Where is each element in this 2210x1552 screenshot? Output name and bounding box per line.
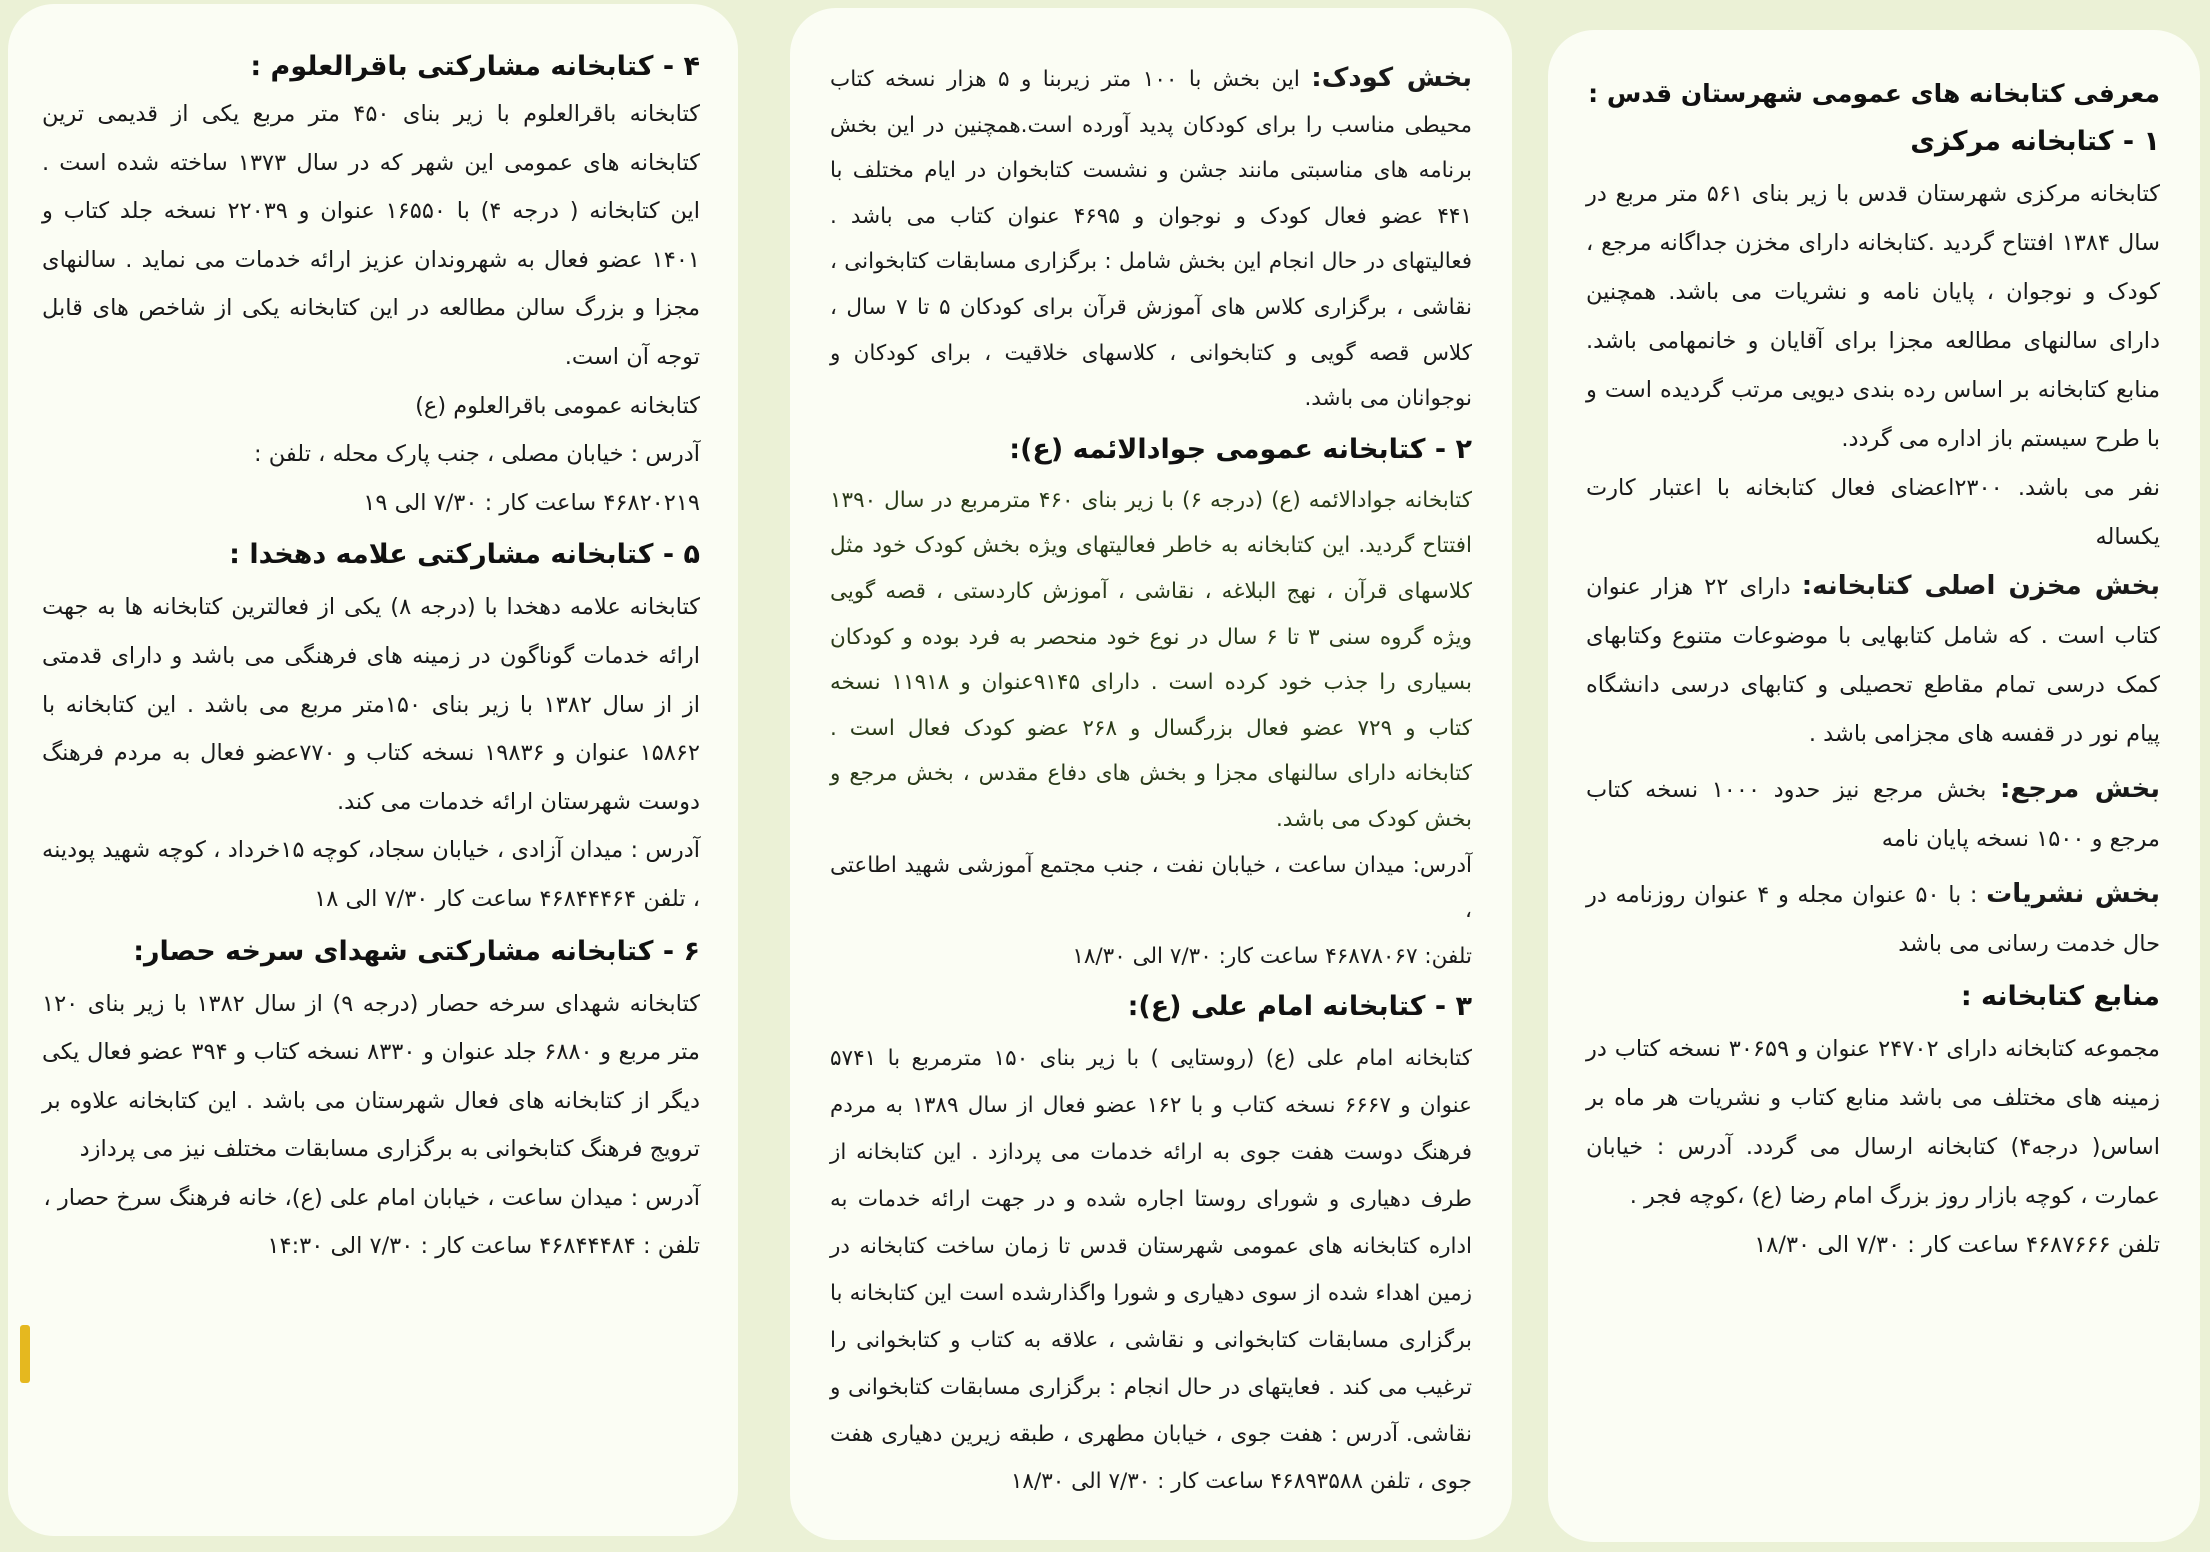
sorkhe-hesar-library-body: کتابخانه شهدای سرخه حصار (درجه ۹) از سال ۱۳۸۲ با زیر بنای ۱۲۰ متر مربع و ۶۸۸۰ جلد عنوان و ۸۳۳۰ نسخه کتاب و ۳۹۴ عضو فعال یکی دیگر از کتابخانه های فعال شهرستان می باشد . این کتابخانه علاوه بر ترویج فرهنگ کتابخوانی به برگزاری مسابقات مختلف نیز می پردازد [42,990,700,1163]
yellow-edge-mark [20,1325,30,1383]
baqir-library-contact: ۴۶۸۲۰۲۱۹ ساعت کار : ۷/۳۰ الی ۱۹ [363,489,700,516]
reference-body: بخش مرجع نیز حدود ۱۰۰۰ نسخه کتاب مرجع و ۱۵۰۰ نسخه پایان نامه [1586,777,2160,852]
imam-ali-library-body: کتابخانه امام علی (ع) (روستایی ) با زیر بنای ۱۵۰ مترمربع با ۵۷۴۱ عنوان و ۶۶۶۷ نسخه کتاب و با ۱۶۲ عضو فعال از سال ۱۳۸۹ به مردم فرهنگ دوست هفت جوی به ارائه خدمات می پردازد . این کتابخانه از طرف دهیاری و شورای روستا اجاره شده و در جهت ارائه خدمات به اداره کتابخانه های عمومی شهرستان قدس تا زمان ساخت کتابخانه در زمین اهداء شده از سوی دهیاری و شورا واگذارشده است این کتابخانه با برگزاری مسابقات کتابخوانی و نقاشی ، علاقه به کتاب و کتابخوانی را ترغیب می کند . فعایتهای در حال انجام : برگزاری مسابقات کتابخوانی و نقاشی. آدرس : هفت جوی ، خیابان مطهری ، طبقه زیرین دهیاری هفت جوی ، تلفن ۴۶۸۹۳۵۸۸ ساعت کار : ۷/۳۰ الی ۱۸/۳۰ [830,1046,1472,1495]
reference-section [1586,765,2160,864]
resources-body: مجموعه کتابخانه دارای ۲۴۷۰۲ عنوان و ۳۰۶۵۹ نسخه کتاب در زمینه های مختلف می باشد منابع کتاب و نشریات هر ماه بر اساس( درجه۴) کتابخانه ارسال می گردد. آدرس : خیابان عمارت ، کوچه بازار روز بزرگ امام رضا (ع) ،کوچه فجر . [1586,1036,2160,1209]
dehkhoda-library-body: کتابخانه علامه دهخدا با (درجه ۸) یکی از فعالترین کتابخانه ها به جهت ارائه خدمات گوناگون در زمینه های فرهنگی می باشد و دارای قدمتی از از سال ۱۳۸۲ با زیر بنای ۱۵۰متر مربع می باشد . این کتابخانه با ۱۵۸۶۲ عنوان و ۱۹۸۳۶ نسخه کتاب و ۷۷۰عضو فعال به مردم فرهنگ دوست شهرستان ارائه خدمات می کند. [42,594,701,815]
sorkhe-hesar-library-address: آدرس : میدان ساعت ، خیابان امام علی (ع)، خانه فرهنگ سرخ حصار ، [43,1184,700,1211]
central-library-body: کتابخانه مرکزی شهرستان قدس با زیر بنای ۵۶۱ متر مربع در سال ۱۳۸۴ افتتاح گردید .کتابخانه دارای مخزن جداگانه مرجع ، کودک و نوجوان ، پایان نامه و نشریات می باشد. همچنین دارای سالنهای مطالعه مجزا برای آقایان و خانمهامی باشد. منابع کتابخانه بر اساس رده بندی دیویی مرتب گردیده است و با طرح سیستم باز اداره می گردد. [1586,181,2160,452]
right-panel [1548,30,2200,1542]
dehkhoda-library-heading: ۵ - کتابخانه مشارکتی علامه دهخدا : [229,539,700,571]
baqir-library-body: کتابخانه باقرالعلوم با زیر بنای ۴۵۰ متر مربع یکی از قدیمی ترین کتابخانه های عمومی این شهر که در سال ۱۳۷۳ ساخته شده است . این کتابخانه ( درجه ۴) با ۱۶۵۵۰ عنوان و ۲۲۰۳۹ نسخه جلد کتاب و ۱۴۰۱ عضو فعال به شهروندان عزیز ارائه خدمات می نماید . سالنهای مجزا و بزرگ سالن مطالعه در این کتابخانه یکی از شاخص های قابل توجه آن است. [42,101,701,370]
main-repository-body: دارای ۲۲ هزار عنوان کتاب است . که شامل کتابهایی با موضوعات متنوع وکتابهای کمک درسی تمام مقاطع تحصیلی و کتابهای درسی دانشگاه پیام نور در قفسه های مجزامی باشد . [1586,574,2160,747]
resources-contact: تلفن ۴۶۸۷۶۶۶ ساعت کار : ۷/۳۰ الی ۱۸/۳۰ [1754,1232,2160,1258]
baqir-library-heading: ۴ - کتابخانه مشارکتی باقرالعلوم : [250,51,700,82]
javad-library-heading: ۲ - کتابخانه عمومی جوادالائمه (ع): [1009,433,1472,465]
children-label: بخش کودک: [1311,63,1472,93]
imam-ali-library-heading: ۳ - کتابخانه امام علی (ع): [1127,991,1472,1023]
periodicals-body: : با ۵۰ عنوان مجله و ۴ عنوان روزنامه در حال خدمت رسانی می باشد [1586,882,2160,957]
children-section [830,56,1472,422]
middle-panel [790,8,1512,1540]
main-repository-label: بخش مخزن اصلی کتابخانه: [1801,571,2160,601]
periodicals-section [1586,870,2160,969]
reference-label: بخش مرجع: [2000,774,2160,804]
main-repository-section [1586,562,2160,759]
children-body: این بخش با ۱۰۰ متر زیربنا و ۵ هزار نسخه کتاب محیطی مناسب را برای کودکان پدید آورده است.همچنین در این بخش برنامه های مناسبتی مانند جشن و نشست کتابخوان در ایام مختلف با ۴۴۱ عضو فعال کودک و نوجوان و ۴۶۹۵ عنوان کتاب می باشد . فعالیتهای در حال انجام این بخش شامل : برگزاری مسابقات کتابخوانی ، نقاشی ، برگزاری کلاس های آموزش قرآن برای کودکان ۵ تا ۷ سال ، کلاس قصه گویی و کتابخوانی ، کلاسهای خلاقیت ، برای کودکان و نوجوانان می باشد. [830,67,1473,412]
sorkhe-hesar-library-contact: تلفن : ۴۶۸۴۴۴۸۴ ساعت کار : ۷/۳۰ الی ۱۴:۳۰ [267,1233,700,1260]
left-panel [8,4,738,1536]
resources-heading: منابع کتابخانه : [1960,981,2160,1012]
dehkhoda-library-address: آدرس : میدان آزادی ، خیابان سجاد، کوچه ۱۵خرداد ، کوچه شهید پودینه ، تلفن ۴۶۸۴۴۴۶۴ ساعت کار ۷/۳۰ الی ۱۸ [42,837,700,912]
central-library-heading: ۱ - کتابخانه مرکزی [1910,126,2160,157]
javad-library-address: آدرس: میدان ساعت ، خیابان نفت ، جنب مجتمع آموزشی شهید اطاعتی ، [830,852,1472,924]
baqir-library-name: کتابخانه عمومی باقرالعلوم (ع) [415,392,700,419]
javad-library-contact: تلفن: ۴۶۸۷۸۰۶۷ ساعت کار: ۷/۳۰ الی ۱۸/۳۰ [1072,943,1472,969]
javad-library-body: کتابخانه جوادالائمه (ع) (درجه ۶) با زیر بنای ۴۶۰ مترمربع در سال ۱۳۹۰ افتتاح گردید. این کتابخانه به خاطر فعالیتهای ویژه بخش کودک خود مثل کلاسهای قرآن ، نهج البلاغه ، نقاشی ، آموزش کاردستی ، قصه گویی ویژه گروه سنی ۳ تا ۶ سال در نوع خود منحصر به فرد بوده و کودکان بسیاری را جذب خود کرده است . دارای ۹۱۴۵عنوان و ۱۱۹۱۸ نسخه کتاب و ۷۲۹ عضو فعال بزرگسال و ۲۶۸ عضو کودک فعال است . کتابخانه دارای سالنهای مجزا و بخش های دفاع مقدس ، بخش مرجع و بخش کودک می باشد. [830,487,1472,832]
central-library-members: نفر می باشد. ۲۳۰۰اعضای فعال کتابخانه با اعتبار کارت یکساله [1586,475,2160,550]
periodicals-label: بخش نشریات [1986,879,2160,909]
brochure-title: معرفی کتابخانه های عمومی شهرستان قدس : [1588,79,2160,108]
sorkhe-hesar-library-heading: ۶ - کتابخانه مشارکتی شهدای سرخه حصار: [133,935,700,967]
baqir-library-address: آدرس : خیابان مصلی ، جنب پارک محله ، تلفن : [254,441,700,468]
